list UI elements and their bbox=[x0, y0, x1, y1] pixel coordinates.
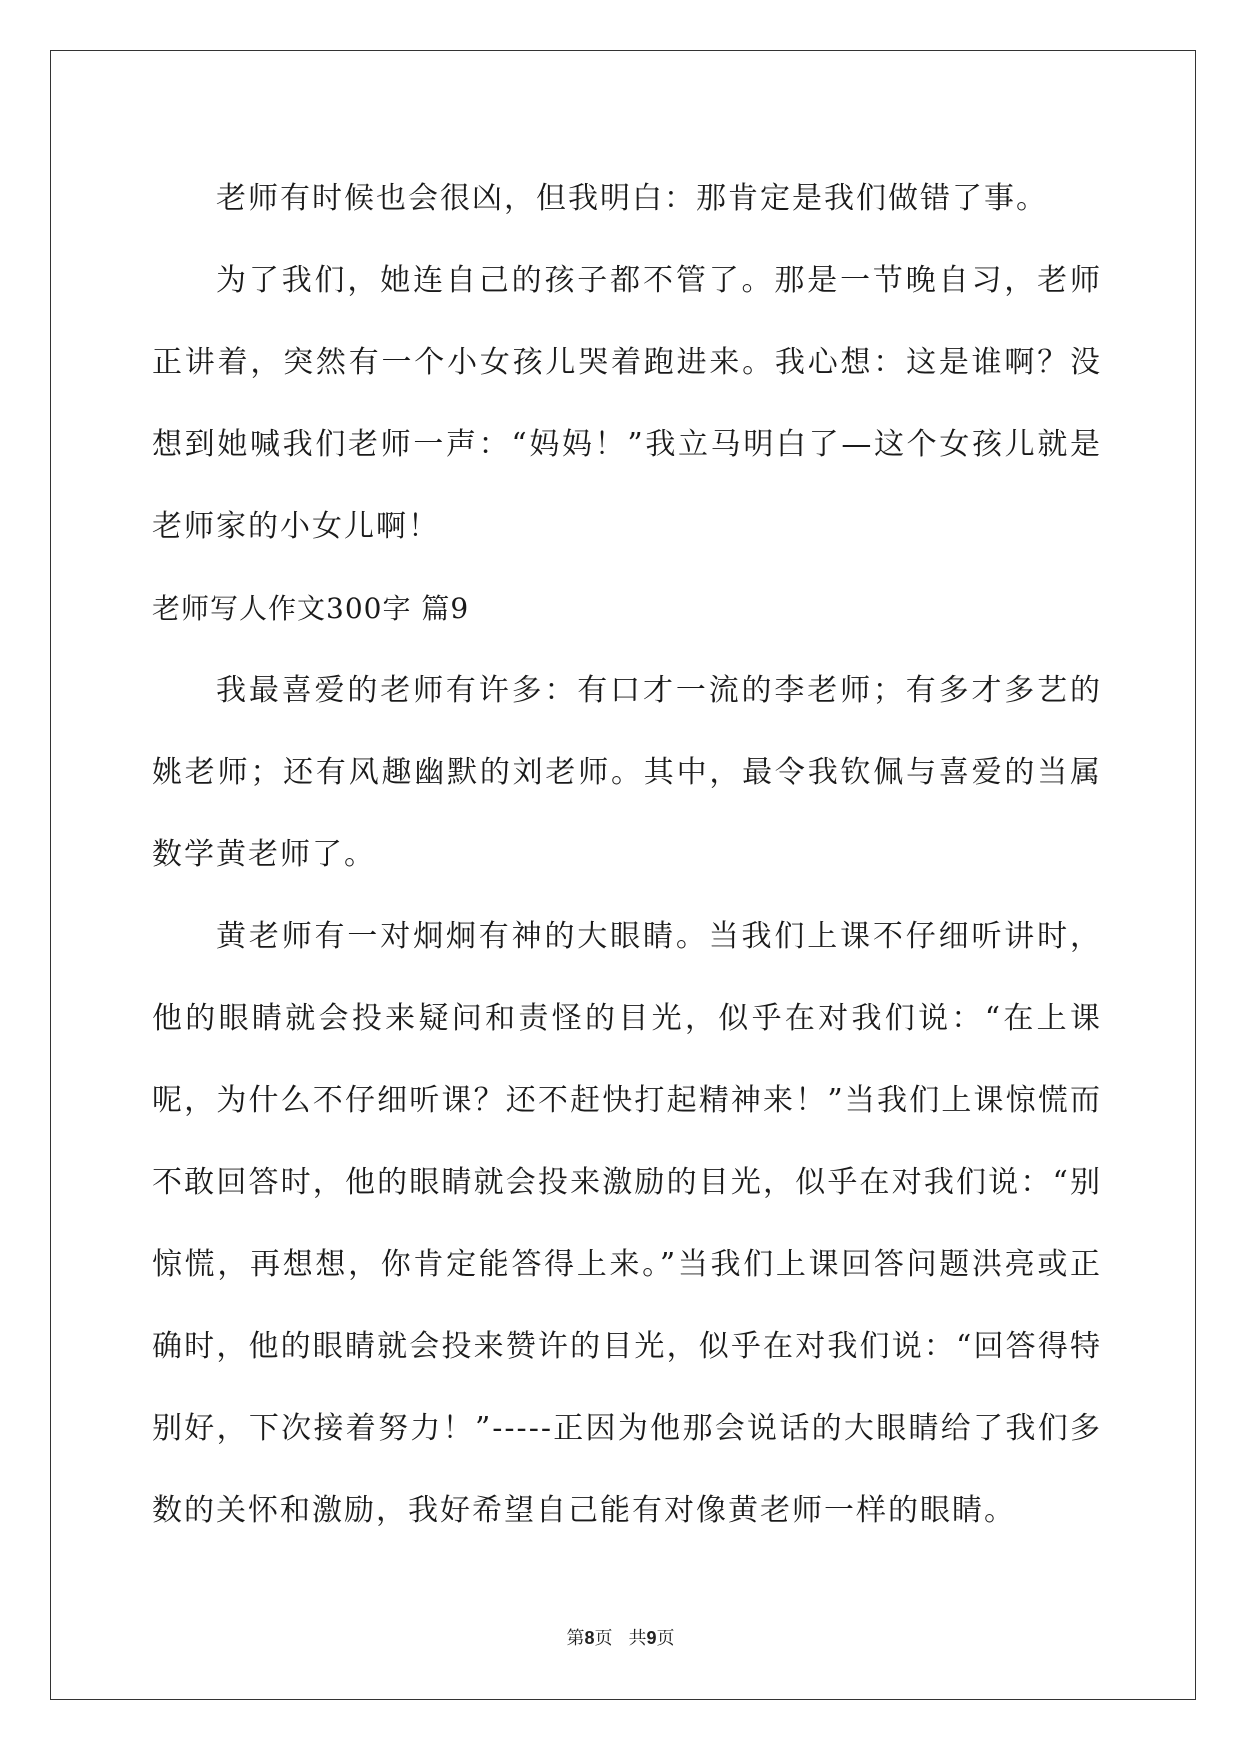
page-footer bbox=[0, 1624, 1241, 1650]
section-heading: 老师写人作文300字 篇9 bbox=[152, 592, 470, 625]
paragraph: 黄老师有一对炯炯有神的大眼睛。当我们上课不仔细听讲时，他的眼睛就会投来疑问和责怪的目光，似乎在对我们说：“在上课呢，为什么不仔细听课？还不赶快打起精神来！”当我们上课惊慌而不敢回答时，他的眼睛就会投来激励的目光，似乎在对我们说：“别惊慌，再想想，你肯定能答得上来。”当我们上课回答问题洪亮或正确时，他的眼睛就会投来赞许的目光，似乎在对我们说：“回答得特别好，下次接着努力！”-----正因为他那会说话的大眼睛给了我们多数的关怀和激励，我好希望自己能有对像黄老师一样的眼睛。 bbox=[152, 919, 1102, 1528]
page-prefix: 第 bbox=[566, 1628, 585, 1649]
paragraph: 为了我们，她连自己的孩子都不管了。那是一节晚自习，老师正讲着，突然有一个小女孩儿哭着跑进来。我心想：这是谁啊？没想到她喊我们老师一声：“妈妈！”我立马明白了—这个女孩儿就是老师家的小女儿啊！ bbox=[152, 263, 1102, 544]
paragraph: 老师有时候也会很凶，但我明白：那肯定是我们做错了事。 bbox=[216, 181, 1048, 216]
page-suffix: 页 bbox=[594, 1628, 613, 1649]
total-page-number: 9 bbox=[646, 1628, 657, 1648]
total-suffix: 页 bbox=[656, 1628, 675, 1649]
current-page-number: 8 bbox=[584, 1628, 595, 1648]
total-prefix: 共 bbox=[628, 1628, 647, 1649]
document-body bbox=[152, 158, 1102, 1552]
paragraph: 我最喜爱的老师有许多：有口才一流的李老师；有多才多艺的姚老师；还有风趣幽默的刘老师。其中，最令我钦佩与喜爱的当属数学黄老师了。 bbox=[152, 673, 1102, 872]
